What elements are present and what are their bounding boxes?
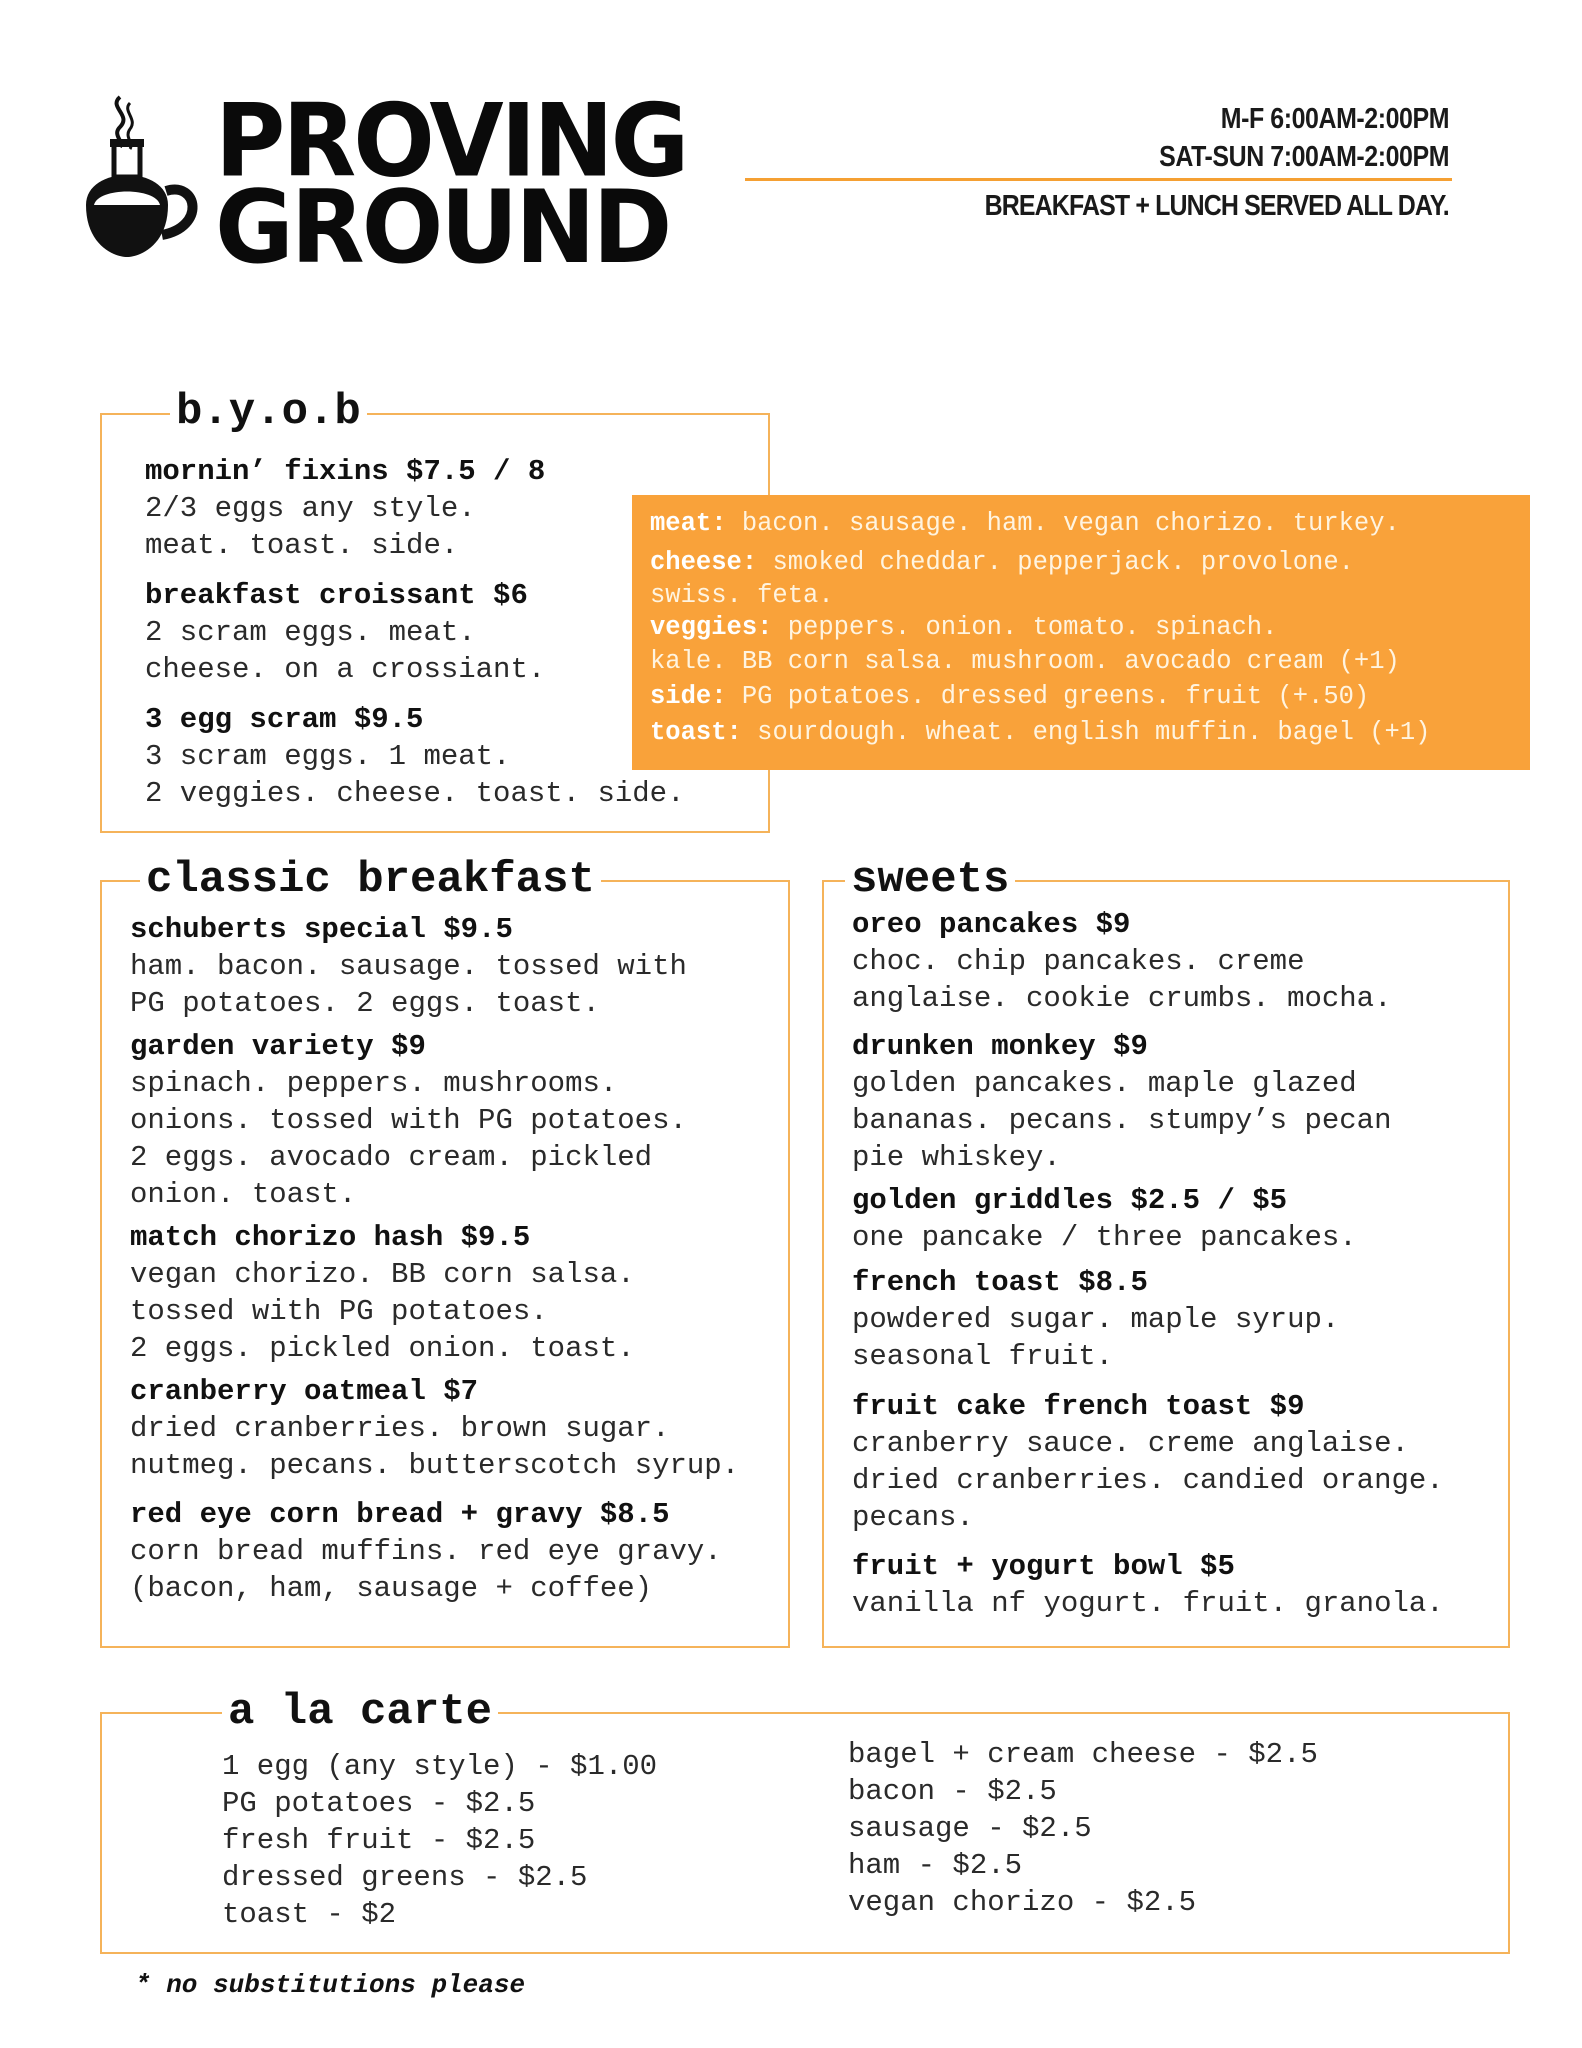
coffee-flask-logo-icon (80, 95, 220, 265)
sweets-title: sweets (845, 858, 1015, 902)
classic-item-desc: nutmeg. pecans. butterscotch syrup. (130, 1449, 740, 1482)
sweets-item-name: fruit cake french toast $9 (852, 1390, 1305, 1423)
byob-item-desc: meat. toast. side. (145, 529, 459, 562)
weekday-hours: M-F 6:00AM-2:00PM (1220, 103, 1449, 135)
sweets-item-desc: cranberry sauce. creme anglaise. (852, 1427, 1409, 1460)
sweets-item-desc: dried cranberries. candied orange. (852, 1464, 1444, 1497)
classic-item-desc: onions. tossed with PG potatoes. (130, 1104, 687, 1137)
brand-line-2: GROUND (215, 168, 670, 286)
sweets-item-name: french toast $8.5 (852, 1266, 1148, 1299)
classic-item-desc: corn bread muffins. red eye gravy. (130, 1535, 722, 1568)
classic-breakfast-title: classic breakfast (140, 858, 601, 902)
sweets-item-desc: one pancake / three pancakes. (852, 1221, 1357, 1254)
classic-item-desc: ham. bacon. sausage. tossed with (130, 950, 687, 983)
classic-item-desc: vegan chorizo. BB corn salsa. (130, 1258, 635, 1291)
a-la-carte-item: 1 egg (any style) - $1.00 (222, 1750, 658, 1783)
sweets-item-desc: powdered sugar. maple syrup. (852, 1303, 1340, 1336)
sweets-item-desc: anglaise. cookie crumbs. mocha. (852, 982, 1392, 1015)
classic-item-desc: dried cranberries. brown sugar. (130, 1412, 670, 1445)
sweets-item-desc: golden pancakes. maple glazed (852, 1067, 1357, 1100)
classic-item-name: schuberts special $9.5 (130, 913, 513, 946)
sweets-item-desc: choc. chip pancakes. creme (852, 945, 1305, 978)
classic-item-name: red eye corn bread + gravy $8.5 (130, 1498, 670, 1531)
byob-item-desc: 2/3 eggs any style. (145, 492, 476, 525)
a-la-carte-item: vegan chorizo - $2.5 (848, 1886, 1197, 1919)
classic-item-name: match chorizo hash $9.5 (130, 1221, 531, 1254)
a-la-carte-right-list (848, 1736, 1318, 1921)
sweets-item-name: fruit + yogurt bowl $5 (852, 1550, 1235, 1583)
a-la-carte-title: a la carte (222, 1690, 498, 1734)
sweets-item-name: golden griddles $2.5 / $5 (852, 1184, 1288, 1217)
side-options: side: PG potatoes. dressed greens. fruit (+.50) (650, 682, 1370, 711)
classic-item-desc: 2 eggs. pickled onion. toast. (130, 1332, 635, 1365)
classic-item-desc: 2 eggs. avocado cream. pickled (130, 1141, 653, 1174)
toast-options: toast: sourdough. wheat. english muffin. bagel (+1) (650, 718, 1431, 747)
byob-item-desc: 3 scram eggs. 1 meat. (145, 740, 511, 773)
cheese-options-cont: swiss. feta. (650, 581, 834, 610)
classic-item-desc: spinach. peppers. mushrooms. (130, 1067, 618, 1100)
veggies-options: veggies: peppers. onion. tomato. spinach. (650, 613, 1278, 642)
served-all-day-note: BREAKFAST + LUNCH SERVED ALL DAY. (984, 190, 1449, 222)
a-la-carte-item: dressed greens - $2.5 (222, 1861, 588, 1894)
brand-line-1: PROVING (215, 82, 687, 200)
a-la-carte-item: toast - $2 (222, 1898, 397, 1931)
classic-item-name: cranberry oatmeal $7 (130, 1375, 479, 1408)
sweets-item-desc: pecans. (852, 1501, 974, 1534)
sweets-item-desc: bananas. pecans. stumpy’s pecan (852, 1104, 1392, 1137)
byob-title: b.y.o.b (170, 390, 367, 434)
meat-options: meat: bacon. sausage. ham. vegan chorizo. turkey. (650, 509, 1400, 538)
classic-item-desc: onion. toast. (130, 1178, 357, 1211)
classic-item-name: garden variety $9 (130, 1030, 426, 1063)
no-substitutions-note: * no substitutions please (135, 1970, 526, 2000)
weekend-hours: SAT-SUN 7:00AM-2:00PM (1159, 141, 1449, 173)
byob-item-name: mornin’ fixins $7.5 / 8 (145, 455, 546, 488)
a-la-carte-item: PG potatoes - $2.5 (222, 1787, 536, 1820)
a-la-carte-left-list (222, 1748, 657, 1933)
classic-item-desc: PG potatoes. 2 eggs. toast. (130, 987, 600, 1020)
byob-options-panel (632, 495, 1530, 770)
classic-item-desc: tossed with PG potatoes. (130, 1295, 548, 1328)
classic-item-desc: (bacon, ham, sausage + coffee) (130, 1572, 653, 1605)
sweets-item-name: drunken monkey $9 (852, 1030, 1148, 1063)
sweets-item-desc: vanilla nf yogurt. fruit. granola. (852, 1587, 1444, 1620)
byob-item-desc: 2 veggies. cheese. toast. side. (145, 777, 685, 810)
cheese-options: cheese: smoked cheddar. pepperjack. provolone. (650, 548, 1354, 577)
byob-item-name: breakfast croissant $6 (145, 579, 528, 612)
sweets-item-desc: seasonal fruit. (852, 1340, 1114, 1373)
a-la-carte-item: ham - $2.5 (848, 1849, 1023, 1882)
a-la-carte-item: bacon - $2.5 (848, 1775, 1057, 1808)
opening-hours (1159, 100, 1449, 176)
sweets-item-desc: pie whiskey. (852, 1141, 1061, 1174)
byob-item-name: 3 egg scram $9.5 (145, 703, 424, 736)
a-la-carte-item: fresh fruit - $2.5 (222, 1824, 536, 1857)
header-divider (745, 178, 1452, 181)
a-la-carte-item: bagel + cream cheese - $2.5 (848, 1738, 1318, 1771)
byob-item-desc: cheese. on a crossiant. (145, 653, 546, 686)
byob-item-desc: 2 scram eggs. meat. (145, 616, 476, 649)
a-la-carte-item: sausage - $2.5 (848, 1812, 1092, 1845)
brand-logo (215, 82, 687, 286)
veggies-options-cont: kale. BB corn salsa. mushroom. avocado cream (+1) (650, 647, 1400, 676)
sweets-item-name: oreo pancakes $9 (852, 908, 1131, 941)
